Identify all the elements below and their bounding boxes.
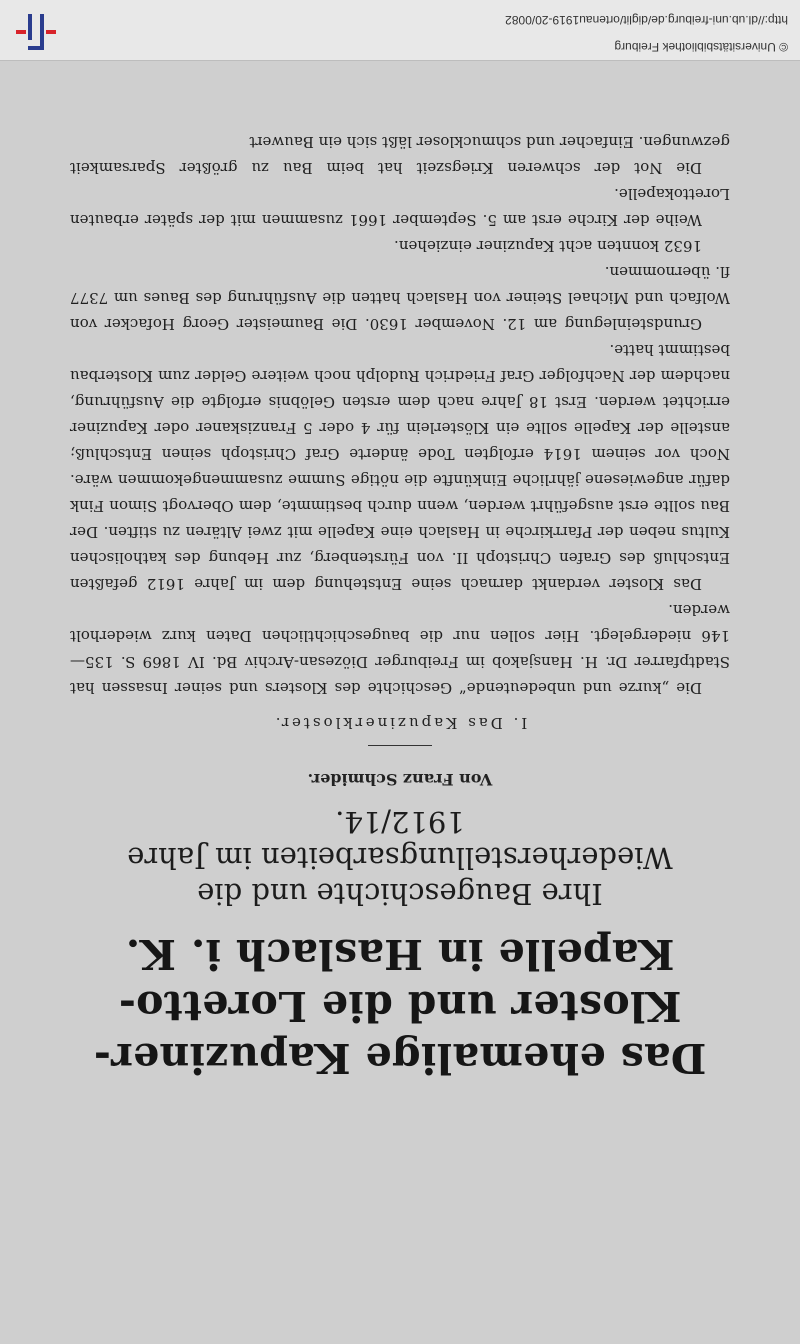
article-author: Von Franz Schmider. bbox=[307, 770, 493, 789]
copyright-notice: © Universitätsbibliothek Freiburg bbox=[614, 40, 788, 54]
scanned-page bbox=[0, 61, 800, 1344]
library-header bbox=[0, 0, 800, 61]
paragraph: Die „kurze und unbedeutende“ Geschichte des Klosters und seiner Insassen hat Stadtpfarrer Dr. H. Hansjakob im Freiburger Diözesan-Archiv Bd. IV 1869 S. 135—146 niedergelegt. Hier sollen nur die baugeschichtlichen Daten kurz wiederholt werden. bbox=[70, 601, 730, 697]
paragraph: Das Kloster verdankt darnach seine Entstehung dem im Jahre 1612 gefaßten Entschluß des Grafen Christoph II. von Fürstenberg, zur Hebung des katholischen Kultus neben der Pfarrkirche in Haslach eine Kapelle mit zwei Altären zu stiften. Der Bau sollte erst ausgeführt werden, wenn durch bestimmte, dem Obervogt Simon Fink dafür angewiesene jährliche Einkünfte die nötige Summe zusammengekommen wäre. Noch vor seinem 1614 erfolgten Tode änderte Graf Christoph seinen Entschluß; anstelle der Kapelle sollte ein Klösterlein für 4 oder 5 Franziskaner oder Kapuziner errichtet werden. Erst 18 Jahre nach dem ersten Gelöbnis erfolgte die Ausführung, nachdem der Nachfolger Graf Friedrich Rudolph noch weitere Gelder zum Klosterbau bestimmt hatte. bbox=[70, 341, 730, 593]
article bbox=[70, 129, 730, 1084]
ub-freiburg-logo-icon bbox=[14, 10, 58, 54]
paragraph: Die Not der schweren Kriegszeit hat beim Bau zu größter Sparsamkeit gezwungen. Einfacher und schmuckloser läßt sich ein Bauwert bbox=[70, 133, 730, 177]
section-heading: I. Das Kapuzinerkloster. bbox=[272, 714, 528, 732]
paragraph: Grundsteinlegung am 12. November 1630. Die Baumeister Georg Hofacker von Wolfach und Michael Steiner von Haslach hatten die Ausführung des Baues um 7377 fl. übernommen. bbox=[70, 263, 730, 333]
source-url-link[interactable]: http://dl.ub.uni-freiburg.de/diglit/ortenau1919-20/0082 bbox=[505, 13, 788, 27]
divider bbox=[368, 745, 432, 746]
article-subtitle: Ihre Baugeschichte und die Wiederherstellungsarbeiten im Jahre 1912/14. bbox=[127, 805, 673, 911]
paragraph: Weihe der Kirche erst am 5. September 1661 zusammen mit der später erbauten Lorettokapelle. bbox=[70, 185, 730, 229]
article-body bbox=[70, 129, 730, 701]
paragraph: 1632 konnten acht Kapuziner einziehen. bbox=[394, 237, 702, 255]
article-title: Das ehemalige Kapuziner-Kloster und die Loretto-Kapelle in Haslach i. K. bbox=[93, 930, 707, 1082]
